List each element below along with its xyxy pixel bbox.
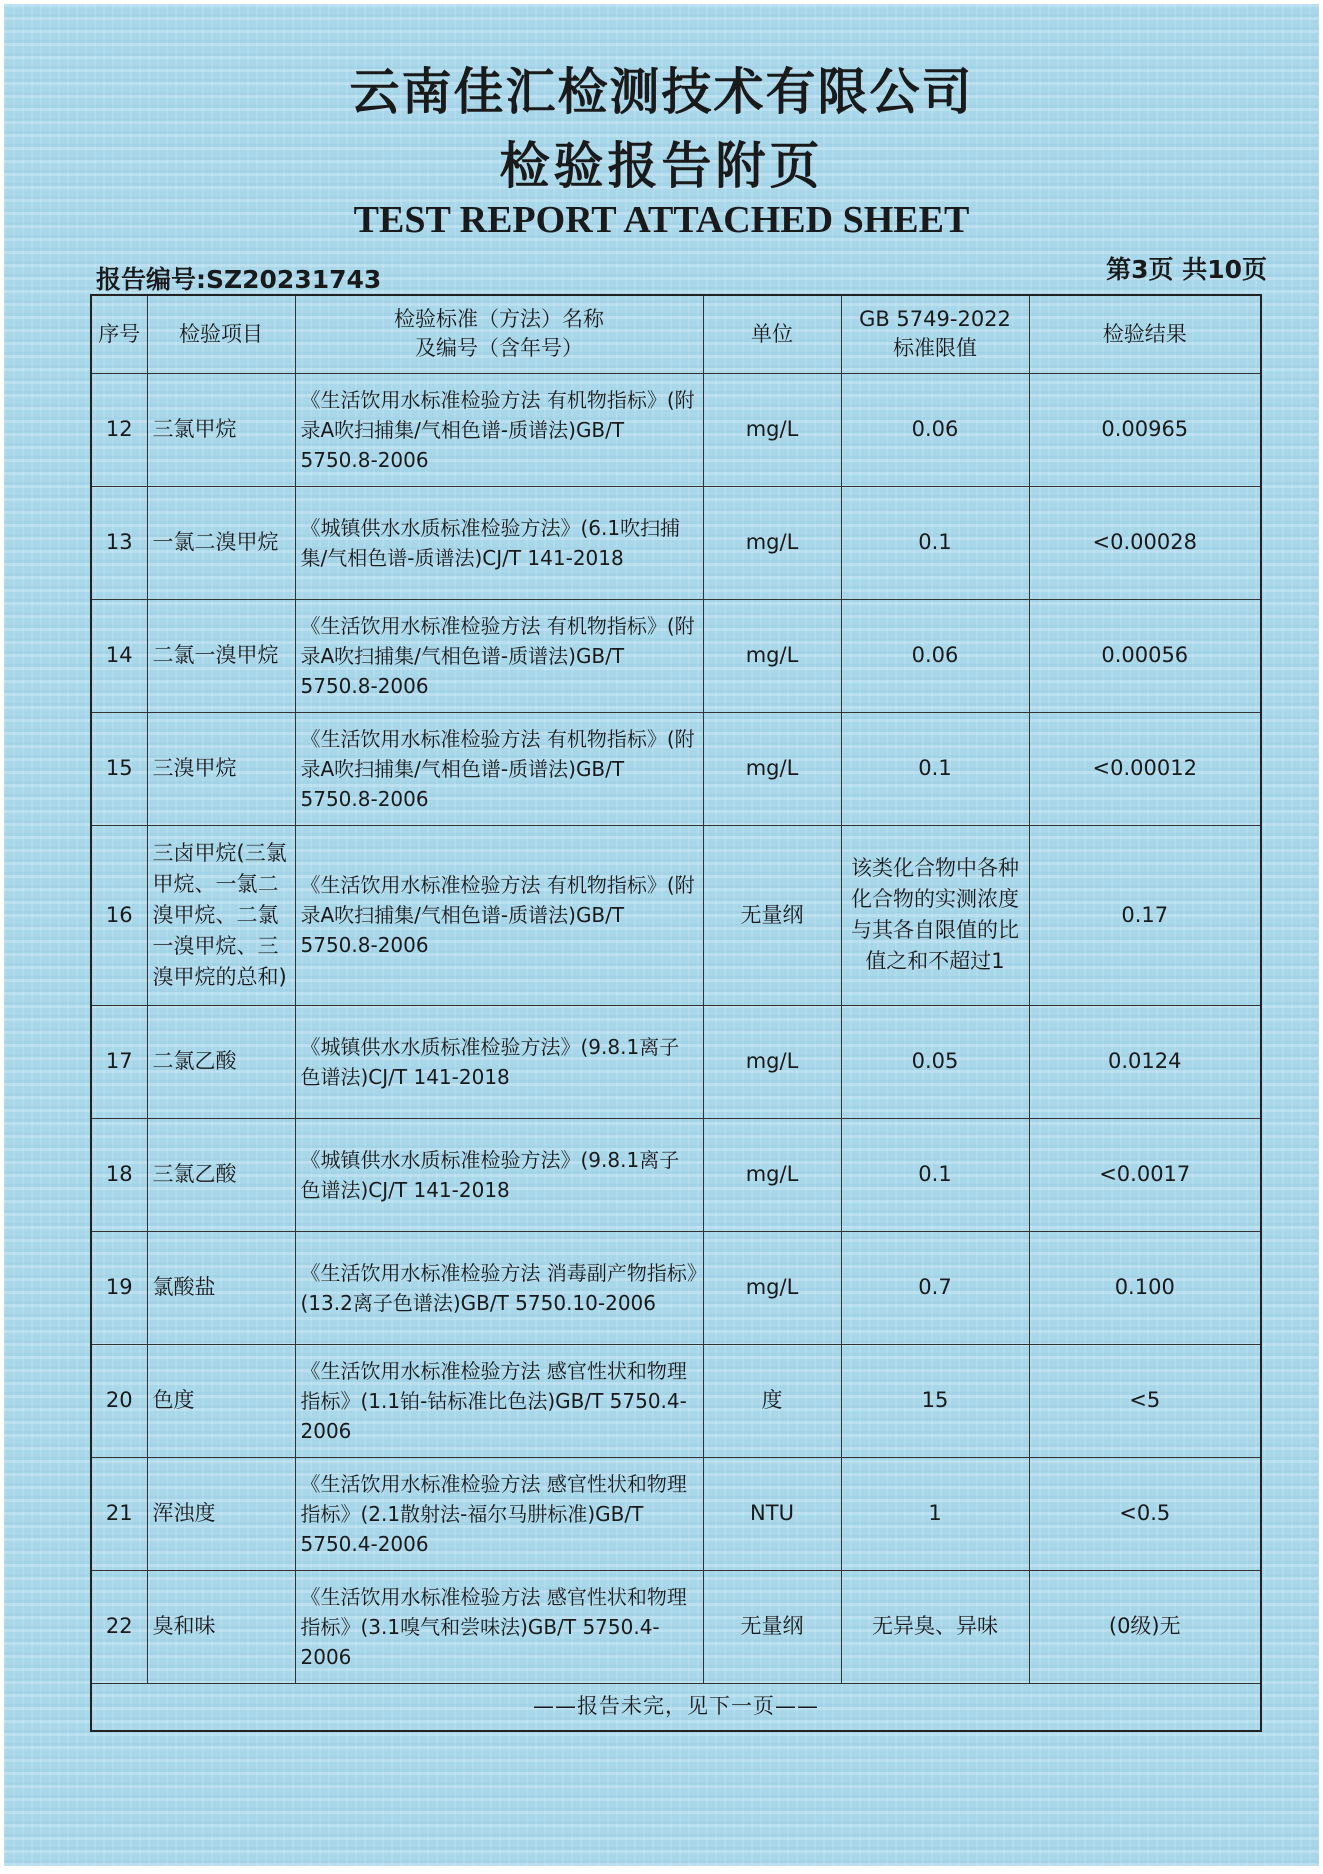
cell-method: 《生活饮用水标准检验方法 有机物指标》(附录A吹扫捕集/气相色谱-质谱法)GB/T 5750.8-2006 [295, 825, 703, 1005]
cell-method: 《生活饮用水标准检验方法 感官性状和物理指标》(1.1铂-钴标准比色法)GB/T 5750.4-2006 [295, 1344, 703, 1457]
results-table [90, 294, 1262, 1732]
cell-limit: 0.1 [841, 1118, 1029, 1231]
cell-limit: 0.7 [841, 1231, 1029, 1344]
cell-seq: 12 [91, 373, 147, 486]
cell-method: 《城镇供水水质标准检验方法》(9.8.1离子色谱法)CJ/T 141-2018 [295, 1118, 703, 1231]
cell-item: 一氯二溴甲烷 [147, 486, 295, 599]
cell-limit: 0.1 [841, 486, 1029, 599]
cell-result: 0.100 [1029, 1231, 1261, 1344]
cell-limit: 该类化合物中各种化合物的实测浓度与其各自限值的比值之和不超过1 [841, 825, 1029, 1005]
company-name: 云南佳汇检测技术有限公司 [349, 63, 974, 121]
cell-unit: 无量纲 [703, 1570, 841, 1683]
cell-seq: 21 [91, 1457, 147, 1570]
cell-unit: 度 [703, 1344, 841, 1457]
col-header-result: 检验结果 [1029, 295, 1261, 373]
cell-result: <0.00012 [1029, 712, 1261, 825]
table-row [91, 1005, 1261, 1118]
col-header-method-line2: 及编号（含年号） [415, 336, 583, 361]
table-row [91, 825, 1261, 1005]
cell-limit: 1 [841, 1457, 1029, 1570]
cell-result: 0.0124 [1029, 1005, 1261, 1118]
table-row [91, 1344, 1261, 1457]
report-title-cn: 检验报告附页 [499, 137, 824, 195]
cell-item: 浑浊度 [147, 1457, 295, 1570]
cell-unit: mg/L [703, 599, 841, 712]
cell-limit: 0.06 [841, 373, 1029, 486]
table-row [91, 599, 1261, 712]
cell-unit: mg/L [703, 373, 841, 486]
report-page [4, 4, 1319, 1866]
cell-seq: 19 [91, 1231, 147, 1344]
cell-item: 氯酸盐 [147, 1231, 295, 1344]
cell-method: 《生活饮用水标准检验方法 感官性状和物理指标》(2.1散射法-福尔马肼标准)GB/T 5750.4-2006 [295, 1457, 703, 1570]
cell-limit: 0.06 [841, 599, 1029, 712]
cell-limit: 0.05 [841, 1005, 1029, 1118]
cell-seq: 22 [91, 1570, 147, 1683]
table-row [91, 1457, 1261, 1570]
table-row [91, 1118, 1261, 1231]
cell-result: <5 [1029, 1344, 1261, 1457]
cell-method: 《生活饮用水标准检验方法 有机物指标》(附录A吹扫捕集/气相色谱-质谱法)GB/T 5750.8-2006 [295, 599, 703, 712]
col-header-seq: 序号 [91, 295, 147, 373]
cell-unit: mg/L [703, 1118, 841, 1231]
cell-item: 三卤甲烷(三氯甲烷、一氯二溴甲烷、二氯一溴甲烷、三溴甲烷的总和) [147, 825, 295, 1005]
cell-seq: 13 [91, 486, 147, 599]
cell-result: <0.0017 [1029, 1118, 1261, 1231]
col-header-method [295, 295, 703, 373]
col-header-unit: 单位 [703, 295, 841, 373]
cell-unit: mg/L [703, 486, 841, 599]
table-header-row [91, 295, 1261, 373]
cell-unit: mg/L [703, 1005, 841, 1118]
cell-limit: 15 [841, 1344, 1029, 1457]
table-row [91, 373, 1261, 486]
col-header-limit [841, 295, 1029, 373]
cell-unit: NTU [703, 1457, 841, 1570]
col-header-limit-line1: GB 5749-2022 [859, 307, 1011, 332]
cell-limit: 无异臭、异味 [841, 1570, 1029, 1683]
page-indicator: 第3页 共10页 [1106, 255, 1267, 284]
cell-result: <0.5 [1029, 1457, 1261, 1570]
cell-item: 三氯甲烷 [147, 373, 295, 486]
table-row [91, 1231, 1261, 1344]
cell-result: 0.17 [1029, 825, 1261, 1005]
cell-item: 色度 [147, 1344, 295, 1457]
cell-method: 《生活饮用水标准检验方法 消毒副产物指标》(13.2离子色谱法)GB/T 5750.10-2006 [295, 1231, 703, 1344]
cell-unit: 无量纲 [703, 825, 841, 1005]
report-number: 报告编号:SZ20231743 [96, 265, 382, 294]
cell-seq: 14 [91, 599, 147, 712]
cell-item: 臭和味 [147, 1570, 295, 1683]
cell-item: 三溴甲烷 [147, 712, 295, 825]
cell-seq: 20 [91, 1344, 147, 1457]
cell-method: 《生活饮用水标准检验方法 有机物指标》(附录A吹扫捕集/气相色谱-质谱法)GB/T 5750.8-2006 [295, 373, 703, 486]
cell-limit: 0.1 [841, 712, 1029, 825]
cell-result: 0.00965 [1029, 373, 1261, 486]
col-header-method-line1: 检验标准（方法）名称 [394, 307, 604, 332]
cell-method: 《城镇供水水质标准检验方法》(9.8.1离子色谱法)CJ/T 141-2018 [295, 1005, 703, 1118]
cell-seq: 16 [91, 825, 147, 1005]
cell-result: <0.00028 [1029, 486, 1261, 599]
cell-method: 《生活饮用水标准检验方法 感官性状和物理指标》(3.1嗅气和尝味法)GB/T 5750.4-2006 [295, 1570, 703, 1683]
table-row [91, 1570, 1261, 1683]
cell-unit: mg/L [703, 1231, 841, 1344]
col-header-limit-line2: 标准限值 [893, 336, 977, 361]
report-title-en: TEST REPORT ATTACHED SHEET [353, 199, 970, 241]
table-footer-row [91, 1683, 1261, 1731]
cell-seq: 15 [91, 712, 147, 825]
cell-seq: 17 [91, 1005, 147, 1118]
cell-result: 0.00056 [1029, 599, 1261, 712]
cell-item: 二氯一溴甲烷 [147, 599, 295, 712]
table-row [91, 486, 1261, 599]
col-header-item: 检验项目 [147, 295, 295, 373]
cell-method: 《生活饮用水标准检验方法 有机物指标》(附录A吹扫捕集/气相色谱-质谱法)GB/T 5750.8-2006 [295, 712, 703, 825]
cell-seq: 18 [91, 1118, 147, 1231]
report-continued-note: ——报告未完，见下一页—— [91, 1683, 1261, 1731]
table-row [91, 712, 1261, 825]
cell-item: 二氯乙酸 [147, 1005, 295, 1118]
cell-unit: mg/L [703, 712, 841, 825]
cell-result: (0级)无 [1029, 1570, 1261, 1683]
cell-method: 《城镇供水水质标准检验方法》(6.1吹扫捕集/气相色谱-质谱法)CJ/T 141-2018 [295, 486, 703, 599]
cell-item: 三氯乙酸 [147, 1118, 295, 1231]
